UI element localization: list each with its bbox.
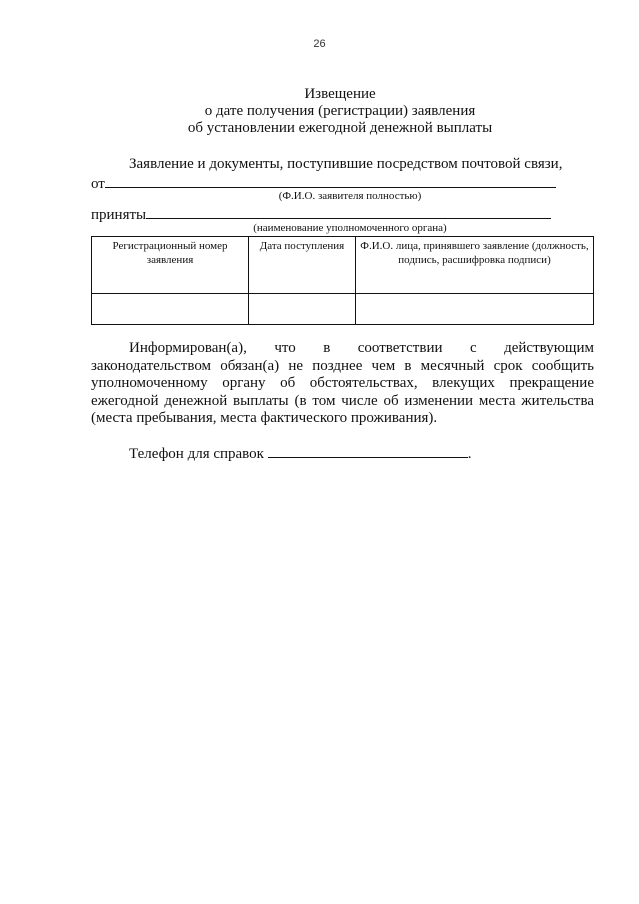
page-number: 26: [313, 38, 326, 50]
accepted-fill-line[interactable]: [146, 205, 551, 219]
document-title: [60, 86, 620, 137]
info-paragraph: Информирован(а), что в соответствии с действующим законодательством обязан(а) не позднее чем в месячный срок сообщить уполномоченному органу об обстоятельствах, влекущих прекращение ежегодной денежной выплаты (в том числе об изменении места жительства (места пребывания, места фактического проживания).: [91, 340, 594, 427]
from-hint: (Ф.И.О. заявителя полностью): [278, 190, 422, 202]
from-fill-line[interactable]: [105, 174, 556, 188]
phone-line: [129, 444, 471, 463]
phone-label: Телефон для справок: [129, 446, 264, 462]
title-line-2: о дате получения (регистрации) заявления: [204, 103, 476, 119]
phone-suffix: .: [467, 446, 472, 462]
title-line-3: об установлении ежегодной денежной выплаты: [187, 120, 493, 136]
title-line-1: Извещение: [304, 86, 376, 102]
table-header-date: Дата поступления: [249, 237, 356, 294]
table-row: [92, 294, 594, 325]
intro-paragraph: Заявление и документы, поступившие посредством почтовой связи,: [129, 156, 563, 172]
from-label: от: [91, 176, 105, 192]
accepted-label: приняты: [91, 207, 147, 223]
table-header-reg-number: Регистрационный номер заявления: [92, 237, 249, 294]
phone-fill-line[interactable]: [268, 444, 468, 458]
table-cell-date[interactable]: [249, 294, 356, 325]
table-cell-receiver[interactable]: [356, 294, 594, 325]
table-cell-reg-number[interactable]: [92, 294, 249, 325]
table-header-receiver: Ф.И.О. лица, принявшего заявление (должность, подпись, расшифровка подписи): [356, 237, 594, 294]
accepted-hint: (наименование уполномоченного органа): [253, 222, 447, 234]
registration-table: [91, 236, 594, 325]
table-header-row: [92, 237, 594, 294]
